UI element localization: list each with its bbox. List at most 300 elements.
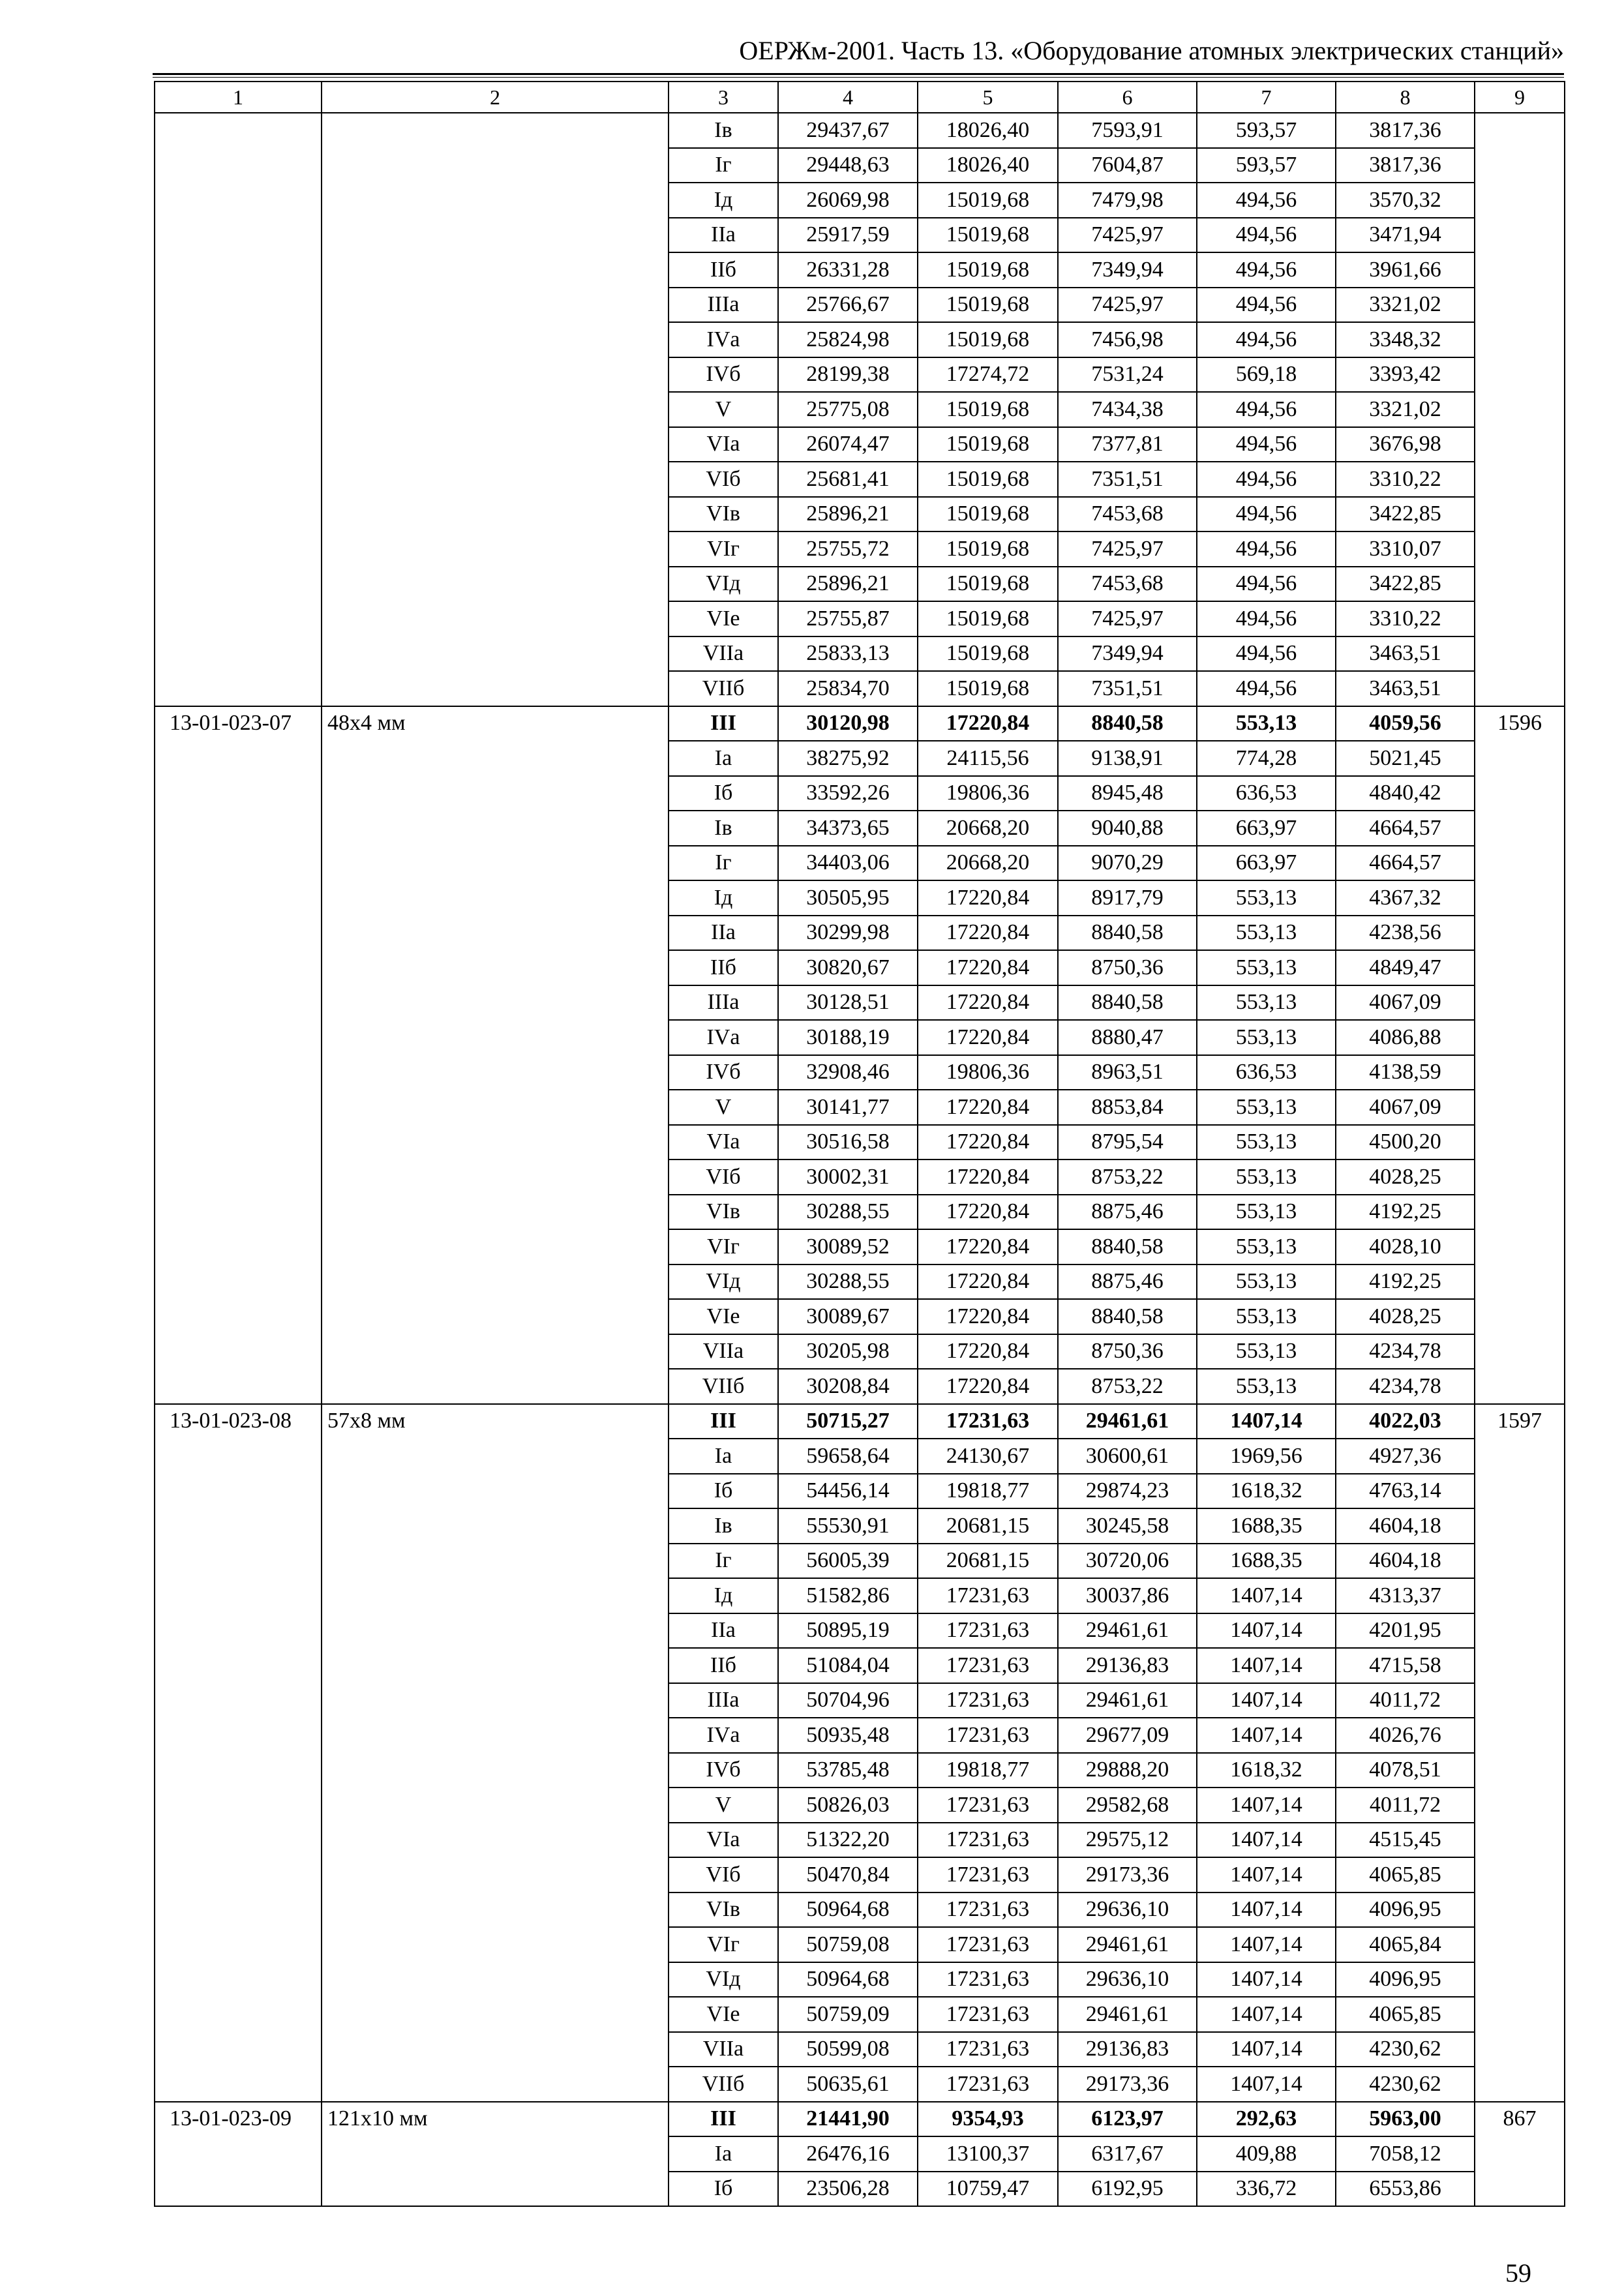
value-cell: 30188,19: [778, 1020, 918, 1055]
value-cell: 17231,63: [918, 1893, 1058, 1928]
value-cell: 26331,28: [778, 252, 918, 288]
value-cell: 17231,63: [918, 1927, 1058, 1962]
zone-code-cell: Iа: [669, 2136, 778, 2172]
value-cell: 17231,63: [918, 1823, 1058, 1858]
value-cell: 50470,84: [778, 1857, 918, 1893]
value-cell: 17220,84: [918, 1020, 1058, 1055]
page-number: 59: [1505, 2258, 1531, 2288]
zone-code-cell: VIд: [669, 1962, 778, 1997]
value-cell: 6123,97: [1058, 2102, 1197, 2137]
value-cell: 23506,28: [778, 2172, 918, 2207]
value-cell: 7593,91: [1058, 113, 1197, 148]
value-cell: 29636,10: [1058, 1893, 1197, 1928]
value-cell: 3961,66: [1336, 252, 1475, 288]
value-cell: 4067,09: [1336, 985, 1475, 1021]
value-cell: 25917,59: [778, 218, 918, 253]
value-cell: 4028,10: [1336, 1229, 1475, 1264]
value-cell: 553,13: [1197, 1090, 1336, 1125]
zone-code-cell: VIб: [669, 1159, 778, 1195]
value-cell: 494,56: [1197, 322, 1336, 357]
value-cell: 50635,61: [778, 2067, 918, 2102]
zone-code-cell: VIа: [669, 427, 778, 462]
value-cell: 1618,32: [1197, 1474, 1336, 1509]
value-cell: 24130,67: [918, 1439, 1058, 1474]
column-number: 2: [322, 82, 669, 113]
value-cell: 4313,37: [1336, 1578, 1475, 1613]
value-cell: 3817,36: [1336, 113, 1475, 148]
value-cell: 774,28: [1197, 741, 1336, 776]
col9-cell: [1475, 113, 1565, 706]
value-cell: 53785,48: [778, 1753, 918, 1788]
value-cell: 3422,85: [1336, 567, 1475, 602]
value-cell: 1618,32: [1197, 1753, 1336, 1788]
value-cell: 17231,63: [918, 1788, 1058, 1823]
value-cell: 7349,94: [1058, 636, 1197, 672]
value-cell: 8880,47: [1058, 1020, 1197, 1055]
value-cell: 553,13: [1197, 1159, 1336, 1195]
value-cell: 4065,85: [1336, 1857, 1475, 1893]
value-cell: 553,13: [1197, 1264, 1336, 1300]
value-cell: 8945,48: [1058, 776, 1197, 811]
table-row: [155, 706, 1565, 741]
value-cell: 30820,67: [778, 950, 918, 985]
value-cell: 4849,47: [1336, 950, 1475, 985]
value-cell: 19818,77: [918, 1474, 1058, 1509]
item-code: 13-01-023-07: [155, 706, 322, 1404]
value-cell: 553,13: [1197, 1334, 1336, 1369]
value-cell: 336,72: [1197, 2172, 1336, 2207]
value-cell: 26476,16: [778, 2136, 918, 2172]
column-number: 5: [918, 82, 1058, 113]
value-cell: 4192,25: [1336, 1195, 1475, 1230]
value-cell: 3570,32: [1336, 183, 1475, 218]
value-cell: 1407,14: [1197, 1718, 1336, 1753]
value-cell: 17220,84: [918, 706, 1058, 741]
value-cell: 50964,68: [778, 1893, 918, 1928]
value-cell: 636,53: [1197, 1055, 1336, 1090]
value-cell: 17220,84: [918, 1264, 1058, 1300]
value-cell: 17220,84: [918, 1090, 1058, 1125]
value-cell: 7453,68: [1058, 497, 1197, 532]
value-cell: 4022,03: [1336, 1404, 1475, 1439]
header-rule-thin: [153, 77, 1564, 78]
value-cell: 29461,61: [1058, 1997, 1197, 2032]
value-cell: 17220,84: [918, 1299, 1058, 1334]
zone-code-cell: IVб: [669, 1055, 778, 1090]
zone-code-cell: VIа: [669, 1125, 778, 1160]
price-table: [154, 81, 1565, 2207]
value-cell: 30128,51: [778, 985, 918, 1021]
value-cell: 4065,84: [1336, 1927, 1475, 1962]
value-cell: 663,97: [1197, 811, 1336, 846]
value-cell: 15019,68: [918, 183, 1058, 218]
value-cell: 29437,67: [778, 113, 918, 148]
column-number: 9: [1475, 82, 1565, 113]
zone-code-cell: IVб: [669, 357, 778, 393]
value-cell: 29461,61: [1058, 1927, 1197, 1962]
value-cell: 494,56: [1197, 601, 1336, 636]
value-cell: 4059,56: [1336, 706, 1475, 741]
value-cell: 553,13: [1197, 1125, 1336, 1160]
value-cell: 25775,08: [778, 392, 918, 427]
value-cell: 9138,91: [1058, 741, 1197, 776]
value-cell: 4604,18: [1336, 1508, 1475, 1544]
value-cell: 25896,21: [778, 567, 918, 602]
value-cell: 59658,64: [778, 1439, 918, 1474]
value-cell: 17231,63: [918, 1578, 1058, 1613]
value-cell: 29874,23: [1058, 1474, 1197, 1509]
item-code: 13-01-023-08: [155, 1404, 322, 2102]
value-cell: 494,56: [1197, 252, 1336, 288]
value-cell: 17220,84: [918, 1159, 1058, 1195]
zone-code-cell: IIIа: [669, 288, 778, 323]
zone-code-cell: VIе: [669, 1299, 778, 1334]
value-cell: 50759,08: [778, 1927, 918, 1962]
value-cell: 30120,98: [778, 706, 918, 741]
value-cell: 18026,40: [918, 148, 1058, 183]
table-row: [155, 2102, 1565, 2137]
header-rule: [153, 73, 1564, 75]
zone-code-cell: VIIб: [669, 2067, 778, 2102]
value-cell: 1407,14: [1197, 2032, 1336, 2067]
value-cell: 33592,26: [778, 776, 918, 811]
value-cell: 15019,68: [918, 288, 1058, 323]
value-cell: 3471,94: [1336, 218, 1475, 253]
value-cell: 29461,61: [1058, 1683, 1197, 1718]
value-cell: 1407,14: [1197, 1823, 1336, 1858]
value-cell: 24115,56: [918, 741, 1058, 776]
zone-code-cell: VIIа: [669, 636, 778, 672]
value-cell: 25833,13: [778, 636, 918, 672]
value-cell: 50826,03: [778, 1788, 918, 1823]
value-cell: 4201,95: [1336, 1613, 1475, 1649]
item-code: [155, 113, 322, 706]
value-cell: 4026,76: [1336, 1718, 1475, 1753]
value-cell: 15019,68: [918, 531, 1058, 567]
value-cell: 25766,67: [778, 288, 918, 323]
value-cell: 1407,14: [1197, 1893, 1336, 1928]
value-cell: 494,56: [1197, 392, 1336, 427]
value-cell: 29575,12: [1058, 1823, 1197, 1858]
value-cell: 29636,10: [1058, 1962, 1197, 1997]
value-cell: 17274,72: [918, 357, 1058, 393]
value-cell: 50704,96: [778, 1683, 918, 1718]
col9-cell: 867: [1475, 2102, 1565, 2207]
value-cell: 30002,31: [778, 1159, 918, 1195]
value-cell: 50935,48: [778, 1718, 918, 1753]
value-cell: 8795,54: [1058, 1125, 1197, 1160]
value-cell: 30288,55: [778, 1195, 918, 1230]
value-cell: 553,13: [1197, 1020, 1336, 1055]
zone-code-cell: VIд: [669, 567, 778, 602]
zone-code-cell: IIб: [669, 1648, 778, 1683]
value-cell: 3348,32: [1336, 322, 1475, 357]
value-cell: 494,56: [1197, 427, 1336, 462]
zone-code-cell: III: [669, 2102, 778, 2137]
value-cell: 20668,20: [918, 846, 1058, 881]
value-cell: 3817,36: [1336, 148, 1475, 183]
value-cell: 1407,14: [1197, 1857, 1336, 1893]
zone-code-cell: VIIб: [669, 671, 778, 706]
value-cell: 29461,61: [1058, 1613, 1197, 1649]
value-cell: 4028,25: [1336, 1159, 1475, 1195]
value-cell: 25755,72: [778, 531, 918, 567]
zone-code-cell: Iа: [669, 741, 778, 776]
value-cell: 30141,77: [778, 1090, 918, 1125]
value-cell: 29173,36: [1058, 1857, 1197, 1893]
value-cell: 21441,90: [778, 2102, 918, 2137]
value-cell: 494,56: [1197, 531, 1336, 567]
value-cell: 17231,63: [918, 2067, 1058, 2102]
item-name: 48x4 мм: [322, 706, 669, 1404]
value-cell: 7456,98: [1058, 322, 1197, 357]
item-name: 57x8 мм: [322, 1404, 669, 2102]
zone-code-cell: IIб: [669, 950, 778, 985]
value-cell: 17220,84: [918, 1125, 1058, 1160]
value-cell: 7425,97: [1058, 218, 1197, 253]
value-cell: 4138,59: [1336, 1055, 1475, 1090]
value-cell: 409,88: [1197, 2136, 1336, 2172]
zone-code-cell: Iб: [669, 1474, 778, 1509]
value-cell: 7425,97: [1058, 531, 1197, 567]
value-cell: 553,13: [1197, 1299, 1336, 1334]
value-cell: 3393,42: [1336, 357, 1475, 393]
value-cell: 17220,84: [918, 1334, 1058, 1369]
value-cell: 17231,63: [918, 1648, 1058, 1683]
col9-cell: 1596: [1475, 706, 1565, 1404]
value-cell: 8840,58: [1058, 985, 1197, 1021]
zone-code-cell: VIв: [669, 497, 778, 532]
value-cell: 30205,98: [778, 1334, 918, 1369]
zone-code-cell: Iд: [669, 183, 778, 218]
zone-code-cell: VIа: [669, 1823, 778, 1858]
value-cell: 17231,63: [918, 1997, 1058, 2032]
value-cell: 15019,68: [918, 462, 1058, 497]
value-cell: 4067,09: [1336, 1090, 1475, 1125]
value-cell: 1407,14: [1197, 1788, 1336, 1823]
value-cell: 4011,72: [1336, 1683, 1475, 1718]
value-cell: 34403,06: [778, 846, 918, 881]
value-cell: 20668,20: [918, 811, 1058, 846]
zone-code-cell: Iв: [669, 1508, 778, 1544]
value-cell: 593,57: [1197, 113, 1336, 148]
value-cell: 17220,84: [918, 1195, 1058, 1230]
zone-code-cell: VIг: [669, 1927, 778, 1962]
value-cell: 54456,14: [778, 1474, 918, 1509]
value-cell: 7377,81: [1058, 427, 1197, 462]
value-cell: 4096,95: [1336, 1962, 1475, 1997]
value-cell: 51084,04: [778, 1648, 918, 1683]
value-cell: 4664,57: [1336, 811, 1475, 846]
value-cell: 4230,62: [1336, 2067, 1475, 2102]
value-cell: 5021,45: [1336, 741, 1475, 776]
value-cell: 30516,58: [778, 1125, 918, 1160]
value-cell: 17220,84: [918, 880, 1058, 916]
value-cell: 29448,63: [778, 148, 918, 183]
value-cell: 30245,58: [1058, 1508, 1197, 1544]
value-cell: 25824,98: [778, 322, 918, 357]
zone-code-cell: Iг: [669, 846, 778, 881]
value-cell: 15019,68: [918, 252, 1058, 288]
column-number: 3: [669, 82, 778, 113]
column-number: 1: [155, 82, 322, 113]
zone-code-cell: Iв: [669, 811, 778, 846]
value-cell: 29136,83: [1058, 1648, 1197, 1683]
value-cell: 50895,19: [778, 1613, 918, 1649]
zone-code-cell: IVа: [669, 1020, 778, 1055]
zone-code-cell: V: [669, 1788, 778, 1823]
value-cell: 4096,95: [1336, 1893, 1475, 1928]
value-cell: 38275,92: [778, 741, 918, 776]
value-cell: 6192,95: [1058, 2172, 1197, 2207]
value-cell: 1688,35: [1197, 1544, 1336, 1579]
column-number: 7: [1197, 82, 1336, 113]
value-cell: 29888,20: [1058, 1753, 1197, 1788]
value-cell: 17220,84: [918, 1369, 1058, 1404]
zone-code-cell: V: [669, 392, 778, 427]
item-name: [322, 113, 669, 706]
value-cell: 4238,56: [1336, 916, 1475, 951]
value-cell: 10759,47: [918, 2172, 1058, 2207]
value-cell: 19806,36: [918, 1055, 1058, 1090]
value-cell: 292,63: [1197, 2102, 1336, 2137]
value-cell: 50964,68: [778, 1962, 918, 1997]
zone-code-cell: VIв: [669, 1893, 778, 1928]
zone-code-cell: Iг: [669, 148, 778, 183]
value-cell: 4078,51: [1336, 1753, 1475, 1788]
value-cell: 25834,70: [778, 671, 918, 706]
value-cell: 4065,85: [1336, 1997, 1475, 2032]
value-cell: 8750,36: [1058, 950, 1197, 985]
value-cell: 636,53: [1197, 776, 1336, 811]
value-cell: 1407,14: [1197, 1404, 1336, 1439]
zone-code-cell: IVб: [669, 1753, 778, 1788]
value-cell: 50759,09: [778, 1997, 918, 2032]
value-cell: 3321,02: [1336, 392, 1475, 427]
value-cell: 4500,20: [1336, 1125, 1475, 1160]
value-cell: 9070,29: [1058, 846, 1197, 881]
zone-code-cell: VIд: [669, 1264, 778, 1300]
value-cell: 1407,14: [1197, 1962, 1336, 1997]
value-cell: 9354,93: [918, 2102, 1058, 2137]
value-cell: 30288,55: [778, 1264, 918, 1300]
value-cell: 553,13: [1197, 1229, 1336, 1264]
value-cell: 494,56: [1197, 462, 1336, 497]
value-cell: 17231,63: [918, 1718, 1058, 1753]
value-cell: 4927,36: [1336, 1439, 1475, 1474]
value-cell: 17231,63: [918, 1857, 1058, 1893]
value-cell: 26069,98: [778, 183, 918, 218]
zone-code-cell: VIе: [669, 601, 778, 636]
value-cell: 17231,63: [918, 1683, 1058, 1718]
zone-code-cell: III: [669, 1404, 778, 1439]
value-cell: 7349,94: [1058, 252, 1197, 288]
value-cell: 553,13: [1197, 1195, 1336, 1230]
value-cell: 1969,56: [1197, 1439, 1336, 1474]
value-cell: 7425,97: [1058, 601, 1197, 636]
value-cell: 1688,35: [1197, 1508, 1336, 1544]
value-cell: 4604,18: [1336, 1544, 1475, 1579]
zone-code-cell: IIIа: [669, 1683, 778, 1718]
value-cell: 15019,68: [918, 671, 1058, 706]
value-cell: 8753,22: [1058, 1369, 1197, 1404]
value-cell: 494,56: [1197, 636, 1336, 672]
value-cell: 4234,78: [1336, 1334, 1475, 1369]
zone-code-cell: Iб: [669, 2172, 778, 2207]
value-cell: 1407,14: [1197, 1578, 1336, 1613]
value-cell: 32908,46: [778, 1055, 918, 1090]
zone-code-cell: III: [669, 706, 778, 741]
value-cell: 30720,06: [1058, 1544, 1197, 1579]
value-cell: 8840,58: [1058, 1299, 1197, 1334]
value-cell: 15019,68: [918, 392, 1058, 427]
value-cell: 15019,68: [918, 636, 1058, 672]
table-row: [155, 113, 1565, 148]
value-cell: 55530,91: [778, 1508, 918, 1544]
item-name: 121x10 мм: [322, 2102, 669, 2207]
zone-code-cell: IIа: [669, 916, 778, 951]
zone-code-cell: VIб: [669, 462, 778, 497]
value-cell: 3422,85: [1336, 497, 1475, 532]
value-cell: 34373,65: [778, 811, 918, 846]
value-cell: 7425,97: [1058, 288, 1197, 323]
zone-code-cell: V: [669, 1090, 778, 1125]
value-cell: 8840,58: [1058, 916, 1197, 951]
zone-code-cell: Iв: [669, 113, 778, 148]
value-cell: 29677,09: [1058, 1718, 1197, 1753]
value-cell: 7453,68: [1058, 567, 1197, 602]
value-cell: 7351,51: [1058, 671, 1197, 706]
value-cell: 1407,14: [1197, 1997, 1336, 2032]
value-cell: 4028,25: [1336, 1299, 1475, 1334]
value-cell: 50599,08: [778, 2032, 918, 2067]
value-cell: 28199,38: [778, 357, 918, 393]
value-cell: 15019,68: [918, 322, 1058, 357]
value-cell: 19806,36: [918, 776, 1058, 811]
value-cell: 30299,98: [778, 916, 918, 951]
value-cell: 25896,21: [778, 497, 918, 532]
zone-code-cell: IIIа: [669, 985, 778, 1021]
value-cell: 51322,20: [778, 1823, 918, 1858]
value-cell: 17220,84: [918, 950, 1058, 985]
zone-code-cell: VIе: [669, 1997, 778, 2032]
zone-code-cell: IIб: [669, 252, 778, 288]
value-cell: 3310,22: [1336, 601, 1475, 636]
value-cell: 494,56: [1197, 218, 1336, 253]
value-cell: 4715,58: [1336, 1648, 1475, 1683]
value-cell: 8853,84: [1058, 1090, 1197, 1125]
value-cell: 3310,22: [1336, 462, 1475, 497]
item-code: 13-01-023-09: [155, 2102, 322, 2207]
value-cell: 56005,39: [778, 1544, 918, 1579]
zone-code-cell: Iб: [669, 776, 778, 811]
value-cell: 4664,57: [1336, 846, 1475, 881]
value-cell: 494,56: [1197, 497, 1336, 532]
value-cell: 7434,38: [1058, 392, 1197, 427]
value-cell: 6317,67: [1058, 2136, 1197, 2172]
value-cell: 20681,15: [918, 1544, 1058, 1579]
zone-code-cell: VIIа: [669, 2032, 778, 2067]
value-cell: 29173,36: [1058, 2067, 1197, 2102]
value-cell: 7604,87: [1058, 148, 1197, 183]
value-cell: 1407,14: [1197, 1648, 1336, 1683]
table-row: [155, 1404, 1565, 1439]
value-cell: 51582,86: [778, 1578, 918, 1613]
value-cell: 5963,00: [1336, 2102, 1475, 2137]
value-cell: 15019,68: [918, 497, 1058, 532]
value-cell: 4011,72: [1336, 1788, 1475, 1823]
value-cell: 494,56: [1197, 671, 1336, 706]
